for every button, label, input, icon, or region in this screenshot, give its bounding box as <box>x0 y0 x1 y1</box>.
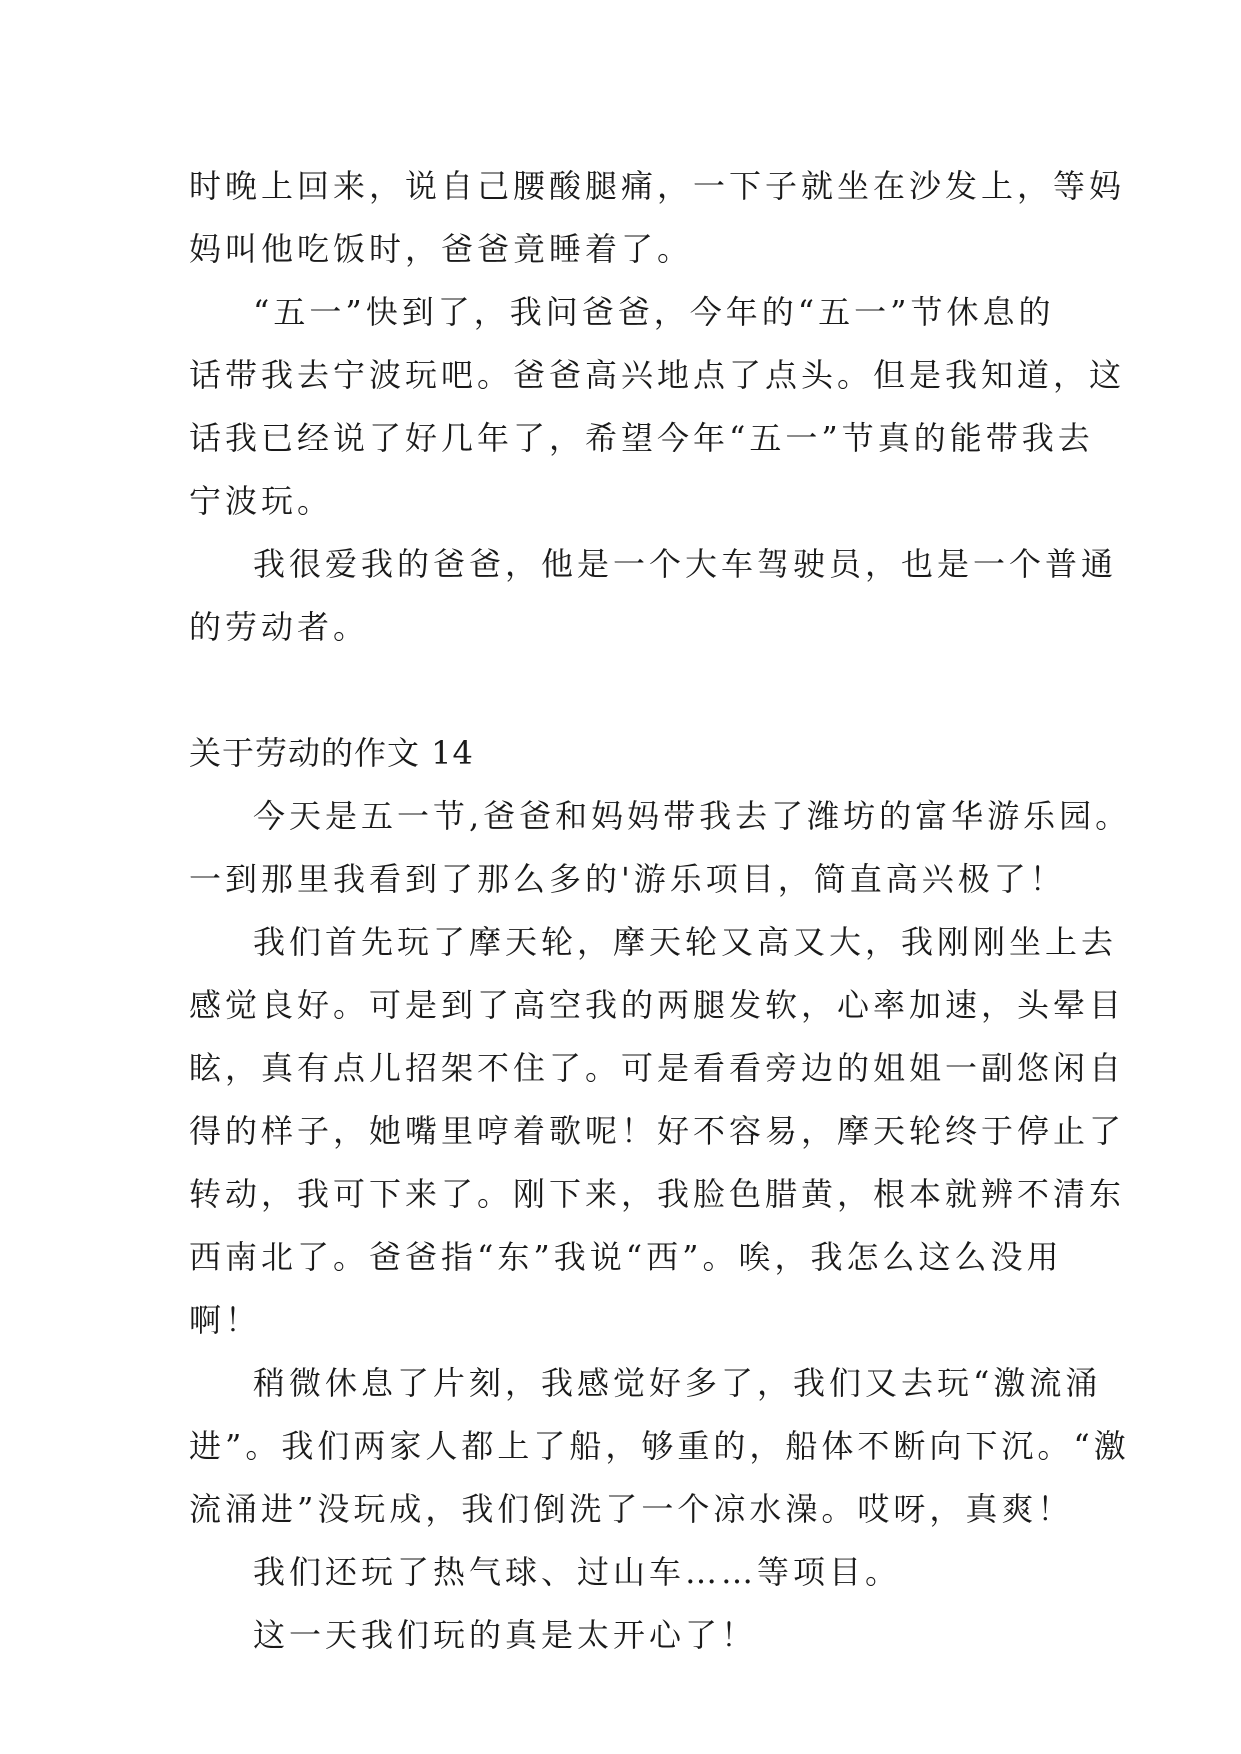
text-line: 得的样子，她嘴里哼着歌呢！好不容易，摩天轮终于停止了 <box>189 1112 1126 1150</box>
text-line: 我很爱我的爸爸，他是一个大车驾驶员，也是一个普通 <box>253 545 1118 583</box>
text-line: 我们还玩了热气球、过山车……等项目。 <box>253 1553 902 1591</box>
text-line: 话我已经说了好几年了，希望今年“五一”节真的能带我去 <box>189 419 1094 457</box>
text-line: 话带我去宁波玩吧。爸爸高兴地点了点头。但是我知道，这 <box>189 356 1126 394</box>
text-line: 西南北了。爸爸指“东”我说“西”。唉，我怎么这么没用 <box>189 1238 1063 1276</box>
paragraph <box>189 1352 1130 1541</box>
paragraph <box>189 281 1126 533</box>
paragraph <box>189 1541 1053 1604</box>
document-body <box>189 155 1132 1667</box>
section-title: 关于劳动的作文 14 <box>189 734 474 772</box>
paragraph <box>189 911 1126 1352</box>
text-line: 我们首先玩了摩天轮，摩天轮又高又大，我刚刚坐上去 <box>253 923 1118 961</box>
paragraph <box>189 533 1118 659</box>
text-line: “五一”快到了，我问爸爸，今年的“五一”节休息的 <box>253 293 1055 331</box>
text-line: 眩，真有点儿招架不住了。可是看看旁边的姐姐一副悠闲自 <box>189 1049 1126 1087</box>
text-line: 稍微休息了片刻，我感觉好多了，我们又去玩“激流涌 <box>253 1364 1102 1402</box>
text-line: 时晚上回来，说自己腰酸腿痛，一下子就坐在沙发上，等妈 <box>189 167 1126 205</box>
text-line: 进”。我们两家人都上了船，够重的，船体不断向下沉。“激 <box>189 1427 1130 1465</box>
paragraph <box>189 155 1126 281</box>
paragraph <box>189 785 1132 911</box>
text-line: 一到那里我看到了那么多的'游乐项目，简直高兴极了！ <box>189 860 1066 898</box>
text-line: 宁波玩。 <box>189 482 334 520</box>
text-line: 妈叫他吃饭时，爸爸竟睡着了。 <box>189 230 694 268</box>
section-spacer <box>189 659 1053 722</box>
text-line: 转动，我可下来了。刚下来，我脸色腊黄，根本就辨不清东 <box>189 1175 1126 1213</box>
paragraph <box>189 1604 1053 1667</box>
text-line: 感觉良好。可是到了高空我的两腿发软，心率加速，头晕目 <box>189 986 1126 1024</box>
text-line: 的劳动者。 <box>189 608 370 646</box>
text-line: 今天是五一节,爸爸和妈妈带我去了潍坊的富华游乐园。 <box>253 797 1132 835</box>
text-line: 这一天我们玩的真是太开心了！ <box>253 1616 758 1654</box>
text-line: 流涌进”没玩成，我们倒洗了一个凉水澡。哎呀，真爽！ <box>189 1490 1074 1528</box>
text-line: 啊！ <box>189 1301 262 1339</box>
